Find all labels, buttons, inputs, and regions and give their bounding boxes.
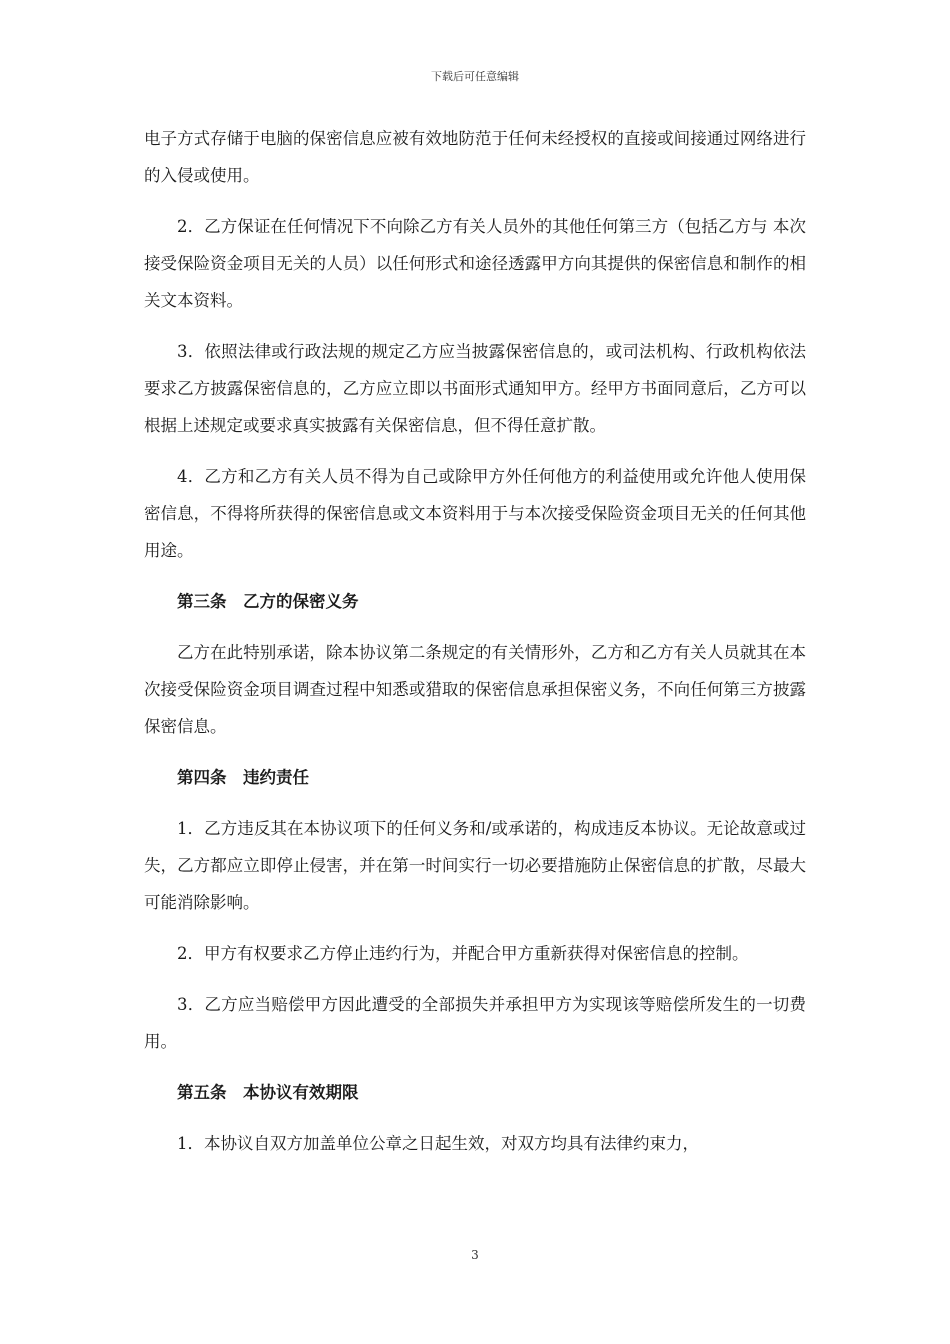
paragraph-article-3: 乙方在此特别承诺，除本协议第二条规定的有关情形外，乙方和乙方有关人员就其在本次接受保险资金项目调查过程中知悉或猎取的保密信息承担保密义务，不向任何第三方披露保密信息。: [144, 643, 806, 736]
paragraph-clause-2-2: 2．乙方保证在任何情况下不向除乙方有关人员外的其他任何第三方（包括乙方与 本次接受保险资金项目无关的人员）以任何形式和途径透露甲方向其提供的保密信息和制作的相关文本资料。: [144, 217, 806, 310]
paragraph-clause-4-3: 3．乙方应当赔偿甲方因此遭受的全部损失并承担甲方为实现该等赔偿所发生的一切费用。: [144, 995, 806, 1051]
paragraph-clause-4-2: 2．甲方有权要求乙方停止违约行为，并配合甲方重新获得对保密信息的控制。: [177, 944, 749, 963]
paragraph-clause-2-3: 3．依照法律或行政法规的规定乙方应当披露保密信息的，或司法机构、行政机构依法要求乙方披露保密信息的，乙方应立即以书面形式通知甲方。经甲方书面同意后，乙方可以根据上述规定或要求真实披露有关保密信息，但不得任意扩散。: [144, 342, 806, 435]
paragraph-clause-4-1: 1．乙方违反其在本协议项下的任何义务和/或承诺的，构成违反本协议。无论故意或过失，乙方都应立即停止侵害，并在第一时间实行一切必要措施防止保密信息的扩散，尽最大可能消除影响。: [144, 819, 806, 912]
article-5-heading: 第五条 本协议有效期限: [177, 1083, 359, 1102]
document-body: [144, 120, 806, 1176]
article-3-heading: 第三条 乙方的保密义务: [177, 592, 359, 611]
paragraph-clause-5-1: 1．本协议自双方加盖单位公章之日起生效，对双方均具有法律约束力，: [177, 1134, 699, 1153]
page-header: 下载后可任意编辑: [431, 70, 519, 83]
paragraph-clause-2-4: 4．乙方和乙方有关人员不得为自己或除甲方外任何他方的利益使用或允许他人使用保密信息，不得将所获得的保密信息或文本资料用于与本次接受保险资金项目无关的任何其他用途。: [144, 467, 806, 560]
paragraph-storage-protection: 电子方式存储于电脑的保密信息应被有效地防范于任何未经授权的直接或间接通过网络进行的入侵或使用。: [144, 129, 806, 185]
article-4-heading: 第四条 违约责任: [177, 768, 309, 787]
page-number: 3: [471, 1248, 479, 1262]
